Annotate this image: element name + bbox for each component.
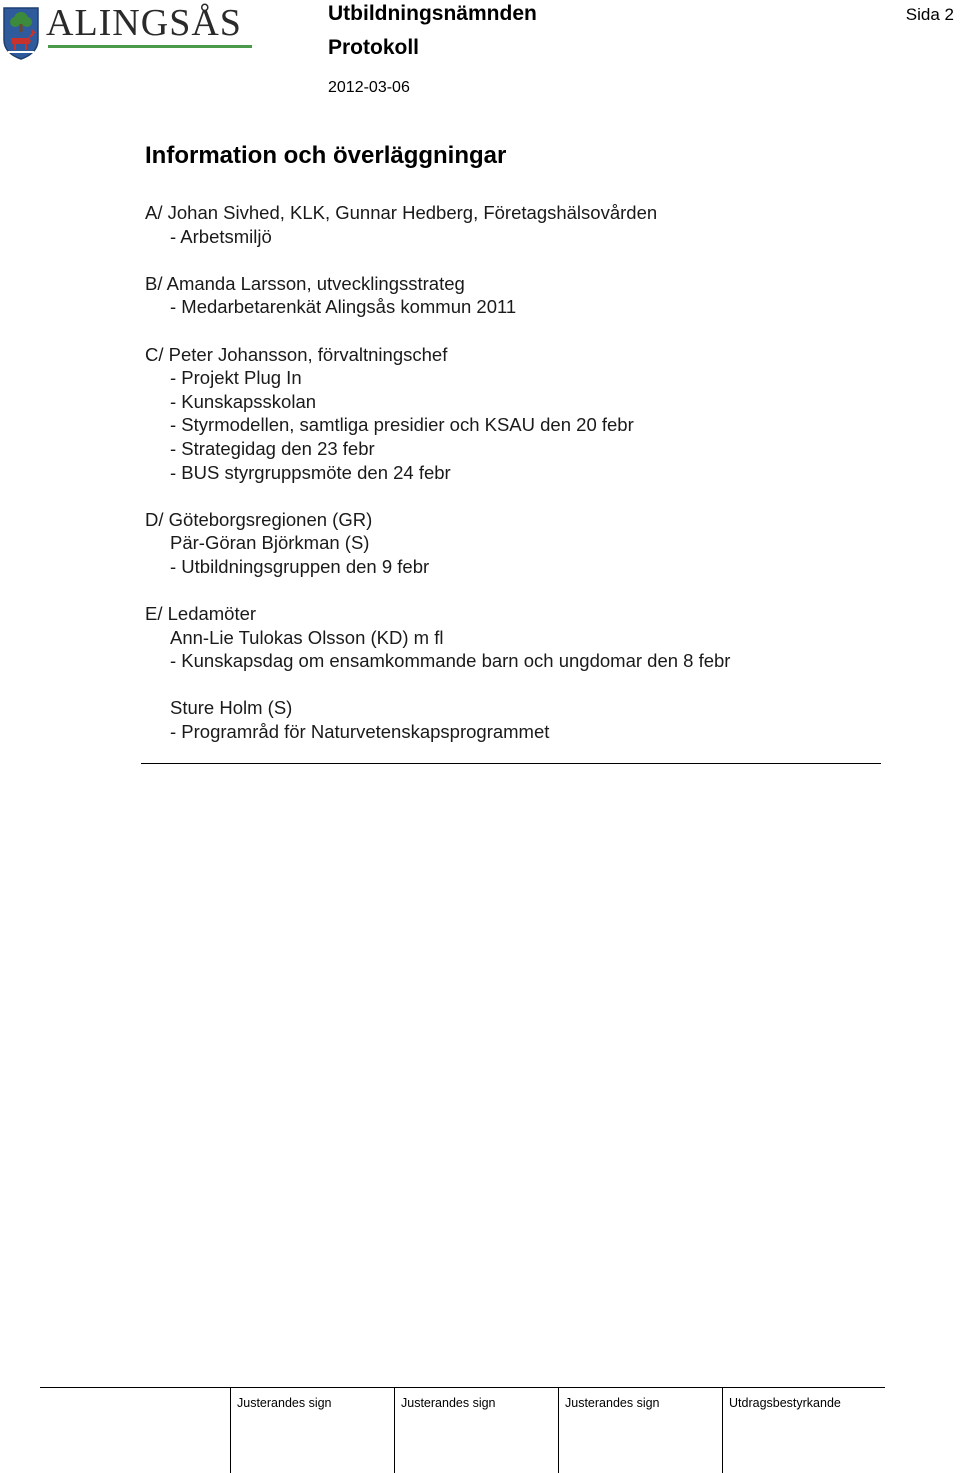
logo-wordmark: ALINGSÅS — [46, 2, 242, 44]
item-c — [145, 343, 905, 485]
item-b-title: B/ Amanda Larsson, utvecklingsstrateg — [145, 272, 465, 294]
item-e-point: - Programråd för Naturvetenskapsprogrammet — [170, 721, 550, 743]
logo-underline — [48, 45, 252, 48]
item-c-point: - Projekt Plug In — [170, 367, 302, 389]
meeting-date: 2012-03-06 — [328, 79, 410, 96]
item-e-point: - Kunskapsdag om ensamkommande barn och ungdomar den 8 febr — [170, 650, 731, 672]
minutes-content — [145, 201, 905, 767]
municipality-logo — [0, 0, 262, 64]
item-c-point: - Styrmodellen, samtliga presidier och KSAU den 20 febr — [170, 414, 634, 436]
item-d — [145, 508, 905, 579]
item-a-title: A/ Johan Sivhed, KLK, Gunnar Hedberg, Företagshälsovården — [145, 202, 658, 223]
item-e — [145, 602, 905, 673]
item-c-point: - BUS styrgruppsmöte den 24 febr — [170, 461, 451, 483]
item-a — [145, 201, 905, 248]
page-number: Sida 2 — [905, 5, 954, 24]
item-e-cont — [145, 696, 905, 743]
signature-label: Justerandes sign — [237, 1396, 332, 1410]
item-a-point: - Arbetsmiljö — [170, 225, 272, 247]
section-divider — [141, 763, 881, 764]
item-e-person: Sture Holm (S) — [170, 697, 293, 719]
coat-of-arms-icon — [2, 6, 40, 60]
item-e-title: E/ Ledamöter — [145, 603, 257, 625]
item-d-person: Pär-Göran Björkman (S) — [170, 532, 370, 554]
signature-field[interactable] — [558, 1387, 722, 1473]
item-b — [145, 272, 905, 319]
item-e-person: Ann-Lie Tulokas Olsson (KD) m fl — [170, 626, 444, 648]
item-c-point: - Strategidag den 23 febr — [170, 437, 375, 459]
signature-field[interactable] — [230, 1387, 394, 1473]
section-heading: Information och överläggningar — [145, 142, 507, 169]
item-d-title: D/ Göteborgsregionen (GR) — [145, 508, 373, 530]
signature-label: Justerandes sign — [565, 1396, 660, 1410]
document-type: Protokoll — [328, 36, 420, 59]
signature-label: Justerandes sign — [401, 1396, 496, 1410]
signature-field[interactable] — [394, 1387, 558, 1473]
item-b-point: - Medarbetarenkät Alingsås kommun 2011 — [170, 296, 517, 318]
item-c-title: C/ Peter Johansson, förvaltningschef — [145, 343, 448, 365]
item-c-point: - Kunskapsskolan — [170, 390, 317, 412]
certification-field[interactable] — [722, 1387, 886, 1473]
signature-table — [40, 1387, 885, 1473]
item-d-point: - Utbildningsgruppen den 9 febr — [170, 555, 430, 577]
department-name: Utbildningsnämnden — [328, 2, 537, 25]
certification-label: Utdragsbestyrkande — [729, 1396, 841, 1410]
